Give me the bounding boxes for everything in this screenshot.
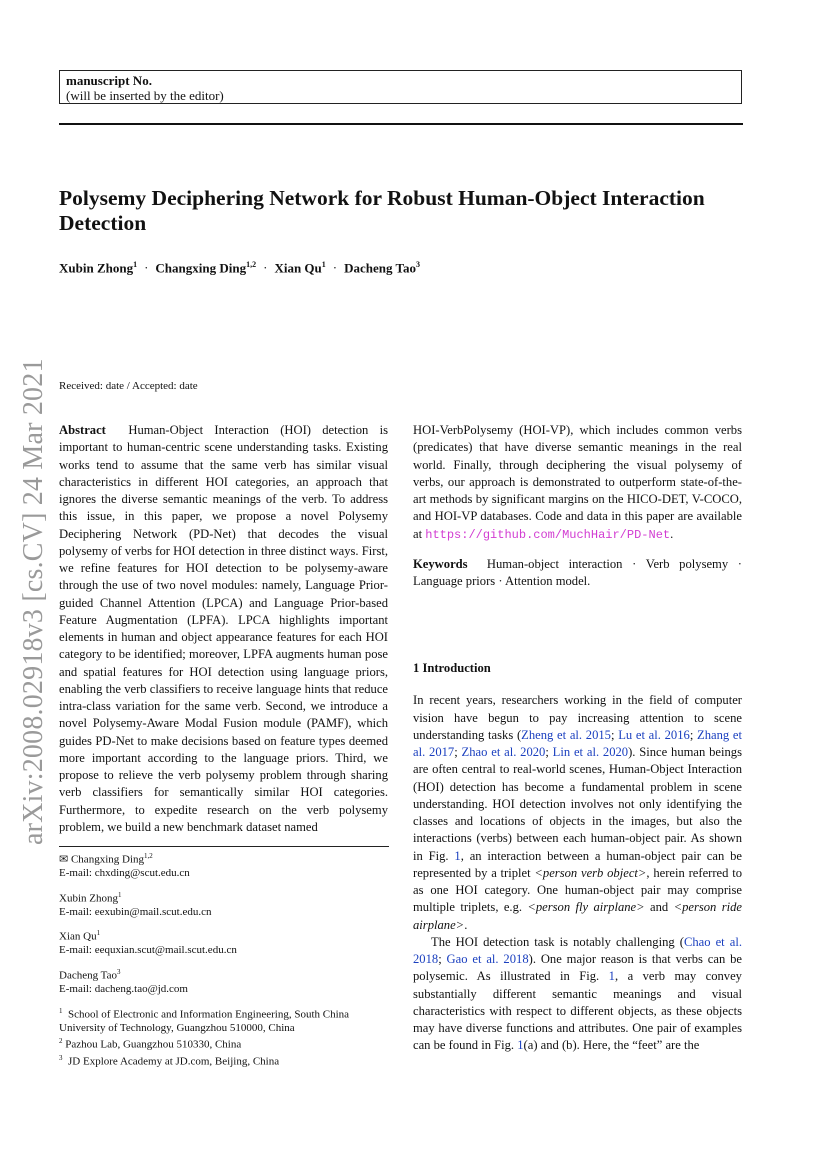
affiliation-text: School of Electronic and Information Engineering, South China University of Technology, Guangzhou 510000, China bbox=[59, 1008, 350, 1034]
citation-link[interactable]: Gao et al. 2018 bbox=[446, 952, 529, 966]
contact-entry bbox=[59, 889, 389, 906]
envelope-icon: ✉ bbox=[59, 853, 69, 866]
contact-corresponding bbox=[59, 850, 389, 867]
contact-entry bbox=[59, 927, 389, 944]
affiliation-text: JD Explore Academy at JD.com, Beijing, China bbox=[68, 1056, 280, 1069]
intro-paragraph-2 bbox=[413, 934, 742, 1055]
citation-link[interactable]: Lin et al. 2020 bbox=[552, 745, 629, 759]
text-run: , a verb may convey substantially different semantic meanings and visual characteristics with respect to different objects, as these objects may have diverse functions and attributes. One pair of examples can be found in Fig. bbox=[413, 969, 742, 1053]
author-separator: · bbox=[144, 260, 149, 276]
author-separator: · bbox=[332, 260, 338, 276]
url-end: . bbox=[670, 526, 674, 541]
manuscript-label: manuscript No. bbox=[66, 73, 152, 88]
text-run: and bbox=[644, 900, 674, 915]
citation-link[interactable]: Zheng et al. 2015 bbox=[521, 727, 611, 742]
affiliation-text: Pazhou Lab, Guangzhou 510330, China bbox=[65, 1038, 242, 1051]
affiliation-number: 1 bbox=[59, 1006, 63, 1015]
contact-affil: 1,2 bbox=[144, 852, 153, 860]
contact-name: Changxing Ding bbox=[70, 853, 144, 866]
keywords-paragraph bbox=[413, 556, 742, 591]
text-run: The HOI detection task is notably challenging ( bbox=[431, 934, 684, 949]
abstract-paragraph-continued bbox=[413, 422, 742, 544]
manuscript-box bbox=[59, 70, 742, 104]
contact-email: E-mail: eequxian.scut@mail.scut.edu.cn bbox=[59, 944, 237, 957]
contact-email: E-mail: chxding@scut.edu.cn bbox=[59, 867, 190, 880]
text-run: (a) and (b). Here, the “feet” are the bbox=[523, 1038, 700, 1053]
author-separator: · bbox=[263, 260, 268, 276]
abstract-continuation bbox=[413, 422, 742, 590]
contact-entry bbox=[59, 966, 389, 983]
intro-heading: 1 Introduction bbox=[413, 661, 491, 675]
author-name: Xian Qu bbox=[274, 260, 322, 276]
author-affil: 3 bbox=[416, 260, 420, 269]
contact-name: Xian Qu bbox=[59, 930, 97, 943]
author-name: Changxing Ding bbox=[155, 260, 247, 276]
author-name: Dacheng Tao bbox=[344, 260, 416, 276]
abstract-text-continued: HOI-VerbPolysemy (HOI-VP), which includes common verbs (predicates) that have diverse semantic meanings in the real world. Finally, through deciphering the visual polysemy of verbs, our approach is demonstrated to outperform state-of-the-art methods by significant margins on the HICO-DET, V-COCO, and HOI-VP databases. Code and data in this paper are available at bbox=[413, 423, 742, 541]
math-triplet: <person verb object> bbox=[534, 865, 647, 880]
abstract-label: Abstract bbox=[59, 423, 106, 437]
contact-affil: 3 bbox=[116, 967, 121, 976]
keywords-label: Keywords bbox=[413, 556, 468, 571]
text-run: ; bbox=[438, 952, 447, 966]
contact-name: Dacheng Tao bbox=[59, 969, 117, 982]
author-list bbox=[59, 260, 420, 276]
text-run: ). Since human beings are often central to real-world scenes, Human-Object Interaction (HOI) detection has become a fundamental problem in scene understanding. HOI detection involves not only identifying the classes and locations of objects in the images, but also the interactions (verbs) between each human-object pair. As shown in Fig. bbox=[413, 745, 742, 863]
footnote-rule bbox=[59, 846, 389, 847]
text-run: , herein referred to as one HOI category. One human-object pair may comprise multiple triplets, e.g. bbox=[413, 865, 743, 915]
abstract-column bbox=[59, 422, 388, 836]
header-rule bbox=[59, 123, 743, 125]
math-example: <person fly airplane> bbox=[527, 900, 645, 915]
contact-email: E-mail: dacheng.tao@jd.com bbox=[59, 983, 188, 996]
affiliation-3 bbox=[59, 1052, 389, 1069]
text-run: In recent years, researchers working in the field of computer vision have begun to pay increasing attention to scene understanding tasks ( bbox=[413, 693, 742, 742]
received-line: Received: date / Accepted: date bbox=[59, 380, 198, 392]
author-name: Xubin Zhong bbox=[59, 260, 134, 276]
text-run: ; bbox=[689, 727, 698, 742]
contact-email: E-mail: eexubin@mail.scut.edu.cn bbox=[59, 905, 212, 918]
affiliation-2 bbox=[59, 1035, 389, 1052]
text-run: ; bbox=[610, 727, 619, 742]
contact-affil: 1 bbox=[117, 890, 122, 899]
citation-link[interactable]: Lu et al. 2016 bbox=[618, 727, 690, 742]
figure-link[interactable]: 1 bbox=[454, 848, 461, 863]
citation-link[interactable]: Chao et al. 2018 bbox=[413, 934, 742, 966]
keywords-text: Human-object interaction · Verb polysemy · Language priors · Attention model. bbox=[413, 556, 743, 588]
author-affil: 1 bbox=[321, 260, 326, 269]
figure-link[interactable]: 1 bbox=[517, 1038, 524, 1053]
author-affil: 1 bbox=[133, 260, 138, 269]
contact-name: Xubin Zhong bbox=[59, 892, 118, 905]
paper-title: Polysemy Deciphering Network for Robust Human-Object Interaction Detection bbox=[59, 186, 705, 235]
abstract-paragraph bbox=[59, 422, 388, 836]
affiliation-1 bbox=[59, 1005, 389, 1036]
text-run: ; bbox=[545, 745, 553, 759]
text-run: ). One major reason is that verbs can be polysemic. As illustrated in Fig. bbox=[413, 952, 742, 984]
text-run: , an interaction between a human-object pair can be represented by a triplet bbox=[413, 848, 742, 880]
figure-link[interactable]: 1 bbox=[608, 969, 615, 984]
code-link[interactable]: https://github.com/MuchHair/PD-Net bbox=[425, 527, 671, 542]
contact-affil: 1 bbox=[96, 929, 101, 938]
abstract-text: Human-Object Interaction (HOI) detection is important to human-centric scene understanding tasks. Existing works tend to assume that the same verb has similar visual characteristics in different HOI categories, an approach that ignores the diverse semantic meanings of the verb. To address this issue, in this paper, we propose a novel Polysemy Deciphering Network (PD-Net) that decodes the visual polysemy of verbs for HOI detection in three distinct ways. First, we refine features for HOI detection to be polysemy-aware through the use of two novel modules: namely, Language Prior-guided Channel Attention (LPCA) and Language Prior-based Feature Augmentation (LPFA). LPCA highlights important elements in human and object appearance features for each HOI category to be identified; moreover, LPFA augments human pose and spatial features for HOI detection using language priors, enabling the verb classifiers to receive language hints that reduce intra-class variation for the same verb. Second, we introduce a novel Polysemy-Aware Modal Fusion module (PAMF), which guides PD-Net to make decisions based on feature types deemed more important according to the language priors. Third, we propose to relieve the verb polysemy problem through sharing verb classifiers for semantically similar HOI categories. Furthermore, to expedite research on the verb polysemy problem, we build a new benchmark dataset named bbox=[59, 423, 388, 834]
text-run: ; bbox=[454, 745, 462, 759]
citation-link[interactable]: Zhao et al. 2020 bbox=[461, 745, 546, 759]
contact-block bbox=[59, 850, 389, 1070]
math-example: <person ride airplane> bbox=[413, 900, 743, 932]
intro-column bbox=[413, 660, 742, 1055]
manuscript-note: (will be inserted by the editor) bbox=[66, 88, 224, 103]
arxiv-sidebar: arXiv:2008.02918v3 [cs.CV] 24 Mar 2021 bbox=[18, 358, 49, 845]
affiliation-number: 2 bbox=[59, 1037, 63, 1046]
intro-paragraph-1 bbox=[413, 692, 742, 934]
text-run: . bbox=[464, 917, 468, 932]
citation-link[interactable]: Zhang et al. 2017 bbox=[413, 727, 742, 759]
affiliation-number: 3 bbox=[59, 1054, 63, 1063]
author-affil: 1,2 bbox=[246, 260, 257, 269]
